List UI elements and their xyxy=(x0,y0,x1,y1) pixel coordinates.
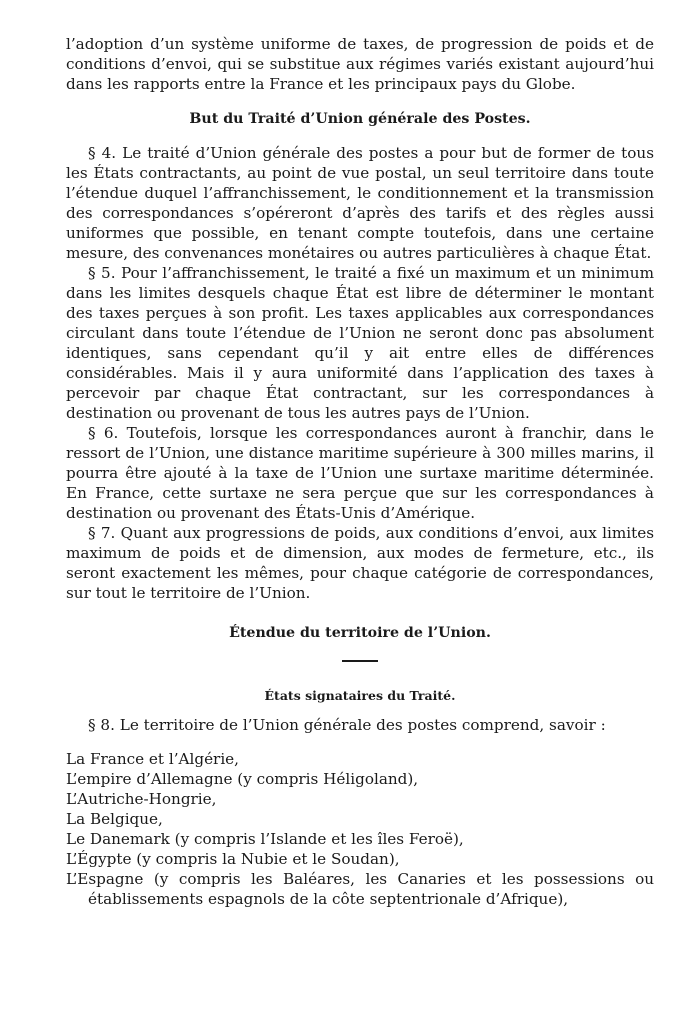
section-divider-rule xyxy=(342,660,378,662)
country-list xyxy=(66,749,654,909)
subsection-heading-etats-signataires: États signataires du Traité. xyxy=(264,688,456,703)
paragraph-7: § 7. Quant aux progressions de poids, aux conditions d’envoi, aux limites maximum de poids et de dimension, aux modes de fermeture, etc., ils seront exactement les mêmes, pour chaque catégorie de correspondances, sur tout le territoire de l’Union. xyxy=(66,524,654,602)
paragraph-4: § 4. Le traité d’Union générale des postes a pour but de former de tous les États contractants, au point de vue postal, un seul territoire dans toute l’étendue duquel l’affranchissement, le conditionnement et la transmission des correspondances s’opéreront d’après des tarifs et des règles aussi uniformes que possible, en tenant compte toutefois, dans une certaine mesure, des convenances monétaires ou autres particulières à chaque État. xyxy=(66,144,654,262)
country-list-item: L’empire d’Allemagne (y compris Héligoland), xyxy=(66,770,419,788)
paragraph-5: § 5. Pour l’affranchissement, le traité a fixé un maximum et un minimum dans les limites desquels chaque État est libre de déterminer le montant des taxes perçues à son profit. Les taxes applicables aux correspondances circulant dans toute l’étendue de l’Union ne seront donc pas absolument identiques, sans cependant qu’il y ait entre elles de différences considérables. Mais il y aura uniformité dans l’application des taxes à percevoir par chaque État contractant, sur les correspondances à destination ou provenant de tous les autres pays de l’Union. xyxy=(66,264,654,422)
country-list-item: L’Égypte (y compris la Nubie et le Soudan), xyxy=(66,850,400,868)
country-list-item: L’Espagne (y compris les Baléares, les Canaries et les possessions ou établissements espagnols de la côte septentrionale d’Afrique), xyxy=(66,870,654,908)
paragraph-8: § 8. Le territoire de l’Union générale des postes comprend, savoir : xyxy=(88,716,606,734)
intro-paragraph: l’adoption d’un système uniforme de taxes, de progression de poids et de conditions d’envoi, qui se substitue aux régimes variés existant aujourd’hui dans les rapports entre la France et les principaux pays du Globe. xyxy=(66,35,654,93)
country-list-item: L’Autriche-Hongrie, xyxy=(66,790,217,808)
section-heading-but-du-traite: But du Traité d’Union générale des Postes. xyxy=(189,111,531,127)
country-list-item: La France et l’Algérie, xyxy=(66,750,239,768)
country-list-item: La Belgique, xyxy=(66,810,163,828)
country-list-item: Le Danemark (y compris l’Islande et les îles Feroë), xyxy=(66,830,464,848)
section-heading-etendue-du-territoire: Étendue du territoire de l’Union. xyxy=(229,625,491,641)
paragraph-6: § 6. Toutefois, lorsque les correspondances auront à franchir, dans le ressort de l’Union, une distance maritime supérieure à 300 milles marins, il pourra être ajouté à la taxe de l’Union une surtaxe maritime déterminée. En France, cette surtaxe ne sera perçue que sur les correspondances à destination ou provenant des États-Unis d’Amérique. xyxy=(66,424,654,522)
